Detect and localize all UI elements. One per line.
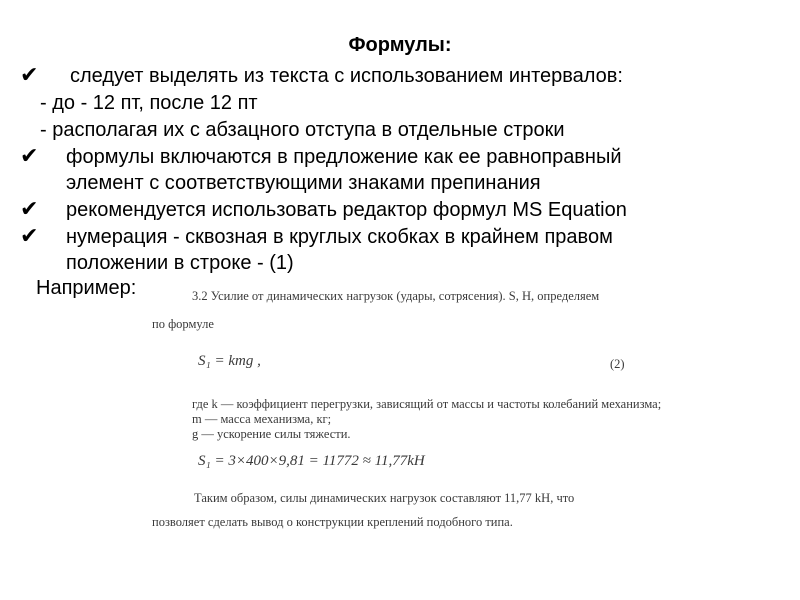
bullet-3-line-1: рекомендуется использовать редактор формул MS Equation <box>66 199 627 221</box>
slide-title: Формулы: <box>348 34 452 56</box>
check-icon: ✔ <box>20 223 39 248</box>
check-icon: ✔ <box>20 143 39 168</box>
scan-where-line3: g — ускорение силы тяжести. <box>192 427 351 441</box>
scan-para2-line2: позволяет сделать вывод о конструкции креплений подобного типа. <box>152 515 513 529</box>
bullet-4-line-1: нумерация - сквозная в круглых скобках в крайнем правом <box>66 226 613 248</box>
scan-formula-1: S₁ = kmg , <box>198 353 261 369</box>
bullet-4-line-2: положении в строке - (1) <box>66 252 294 274</box>
bullet-1-line-1: следует выделять из текста с использованием интервалов: <box>70 65 623 87</box>
scan-para1-line1: 3.2 Усилие от динамических нагрузок (удары, сотрясения). S, Н, определяем <box>192 289 600 303</box>
scan-para2-line1: Таким образом, силы динамических нагрузок составляют 11,77 kH, что <box>194 491 575 505</box>
bullet-2-line-1: формулы включаются в предложение как ее равноправный <box>66 146 622 168</box>
scan-formula-1-number: (2) <box>610 357 625 371</box>
bullet-2-line-2: элемент с соответствующими знаками препинания <box>66 172 541 194</box>
subitem-2: - располагая их с абзацного отступа в отдельные строки <box>40 119 565 141</box>
example-label: Например: <box>36 277 137 299</box>
scan-formula-2: S₁ = 3×400×9,81 = 11772 ≈ 11,77kH <box>198 453 425 469</box>
scan-where-line1: где k — коэффициент перегрузки, зависящий от массы и частоты колебаний механизма; <box>192 397 662 411</box>
scan-where-line2: m — масса механизма, кг; <box>192 412 332 426</box>
scanned-example-image <box>150 285 690 535</box>
subitem-1: - до - 12 пт, после 12 пт <box>40 92 258 114</box>
scan-para1-line2: по формуле <box>152 317 214 331</box>
check-icon: ✔ <box>20 196 39 221</box>
check-icon: ✔ <box>20 62 39 87</box>
